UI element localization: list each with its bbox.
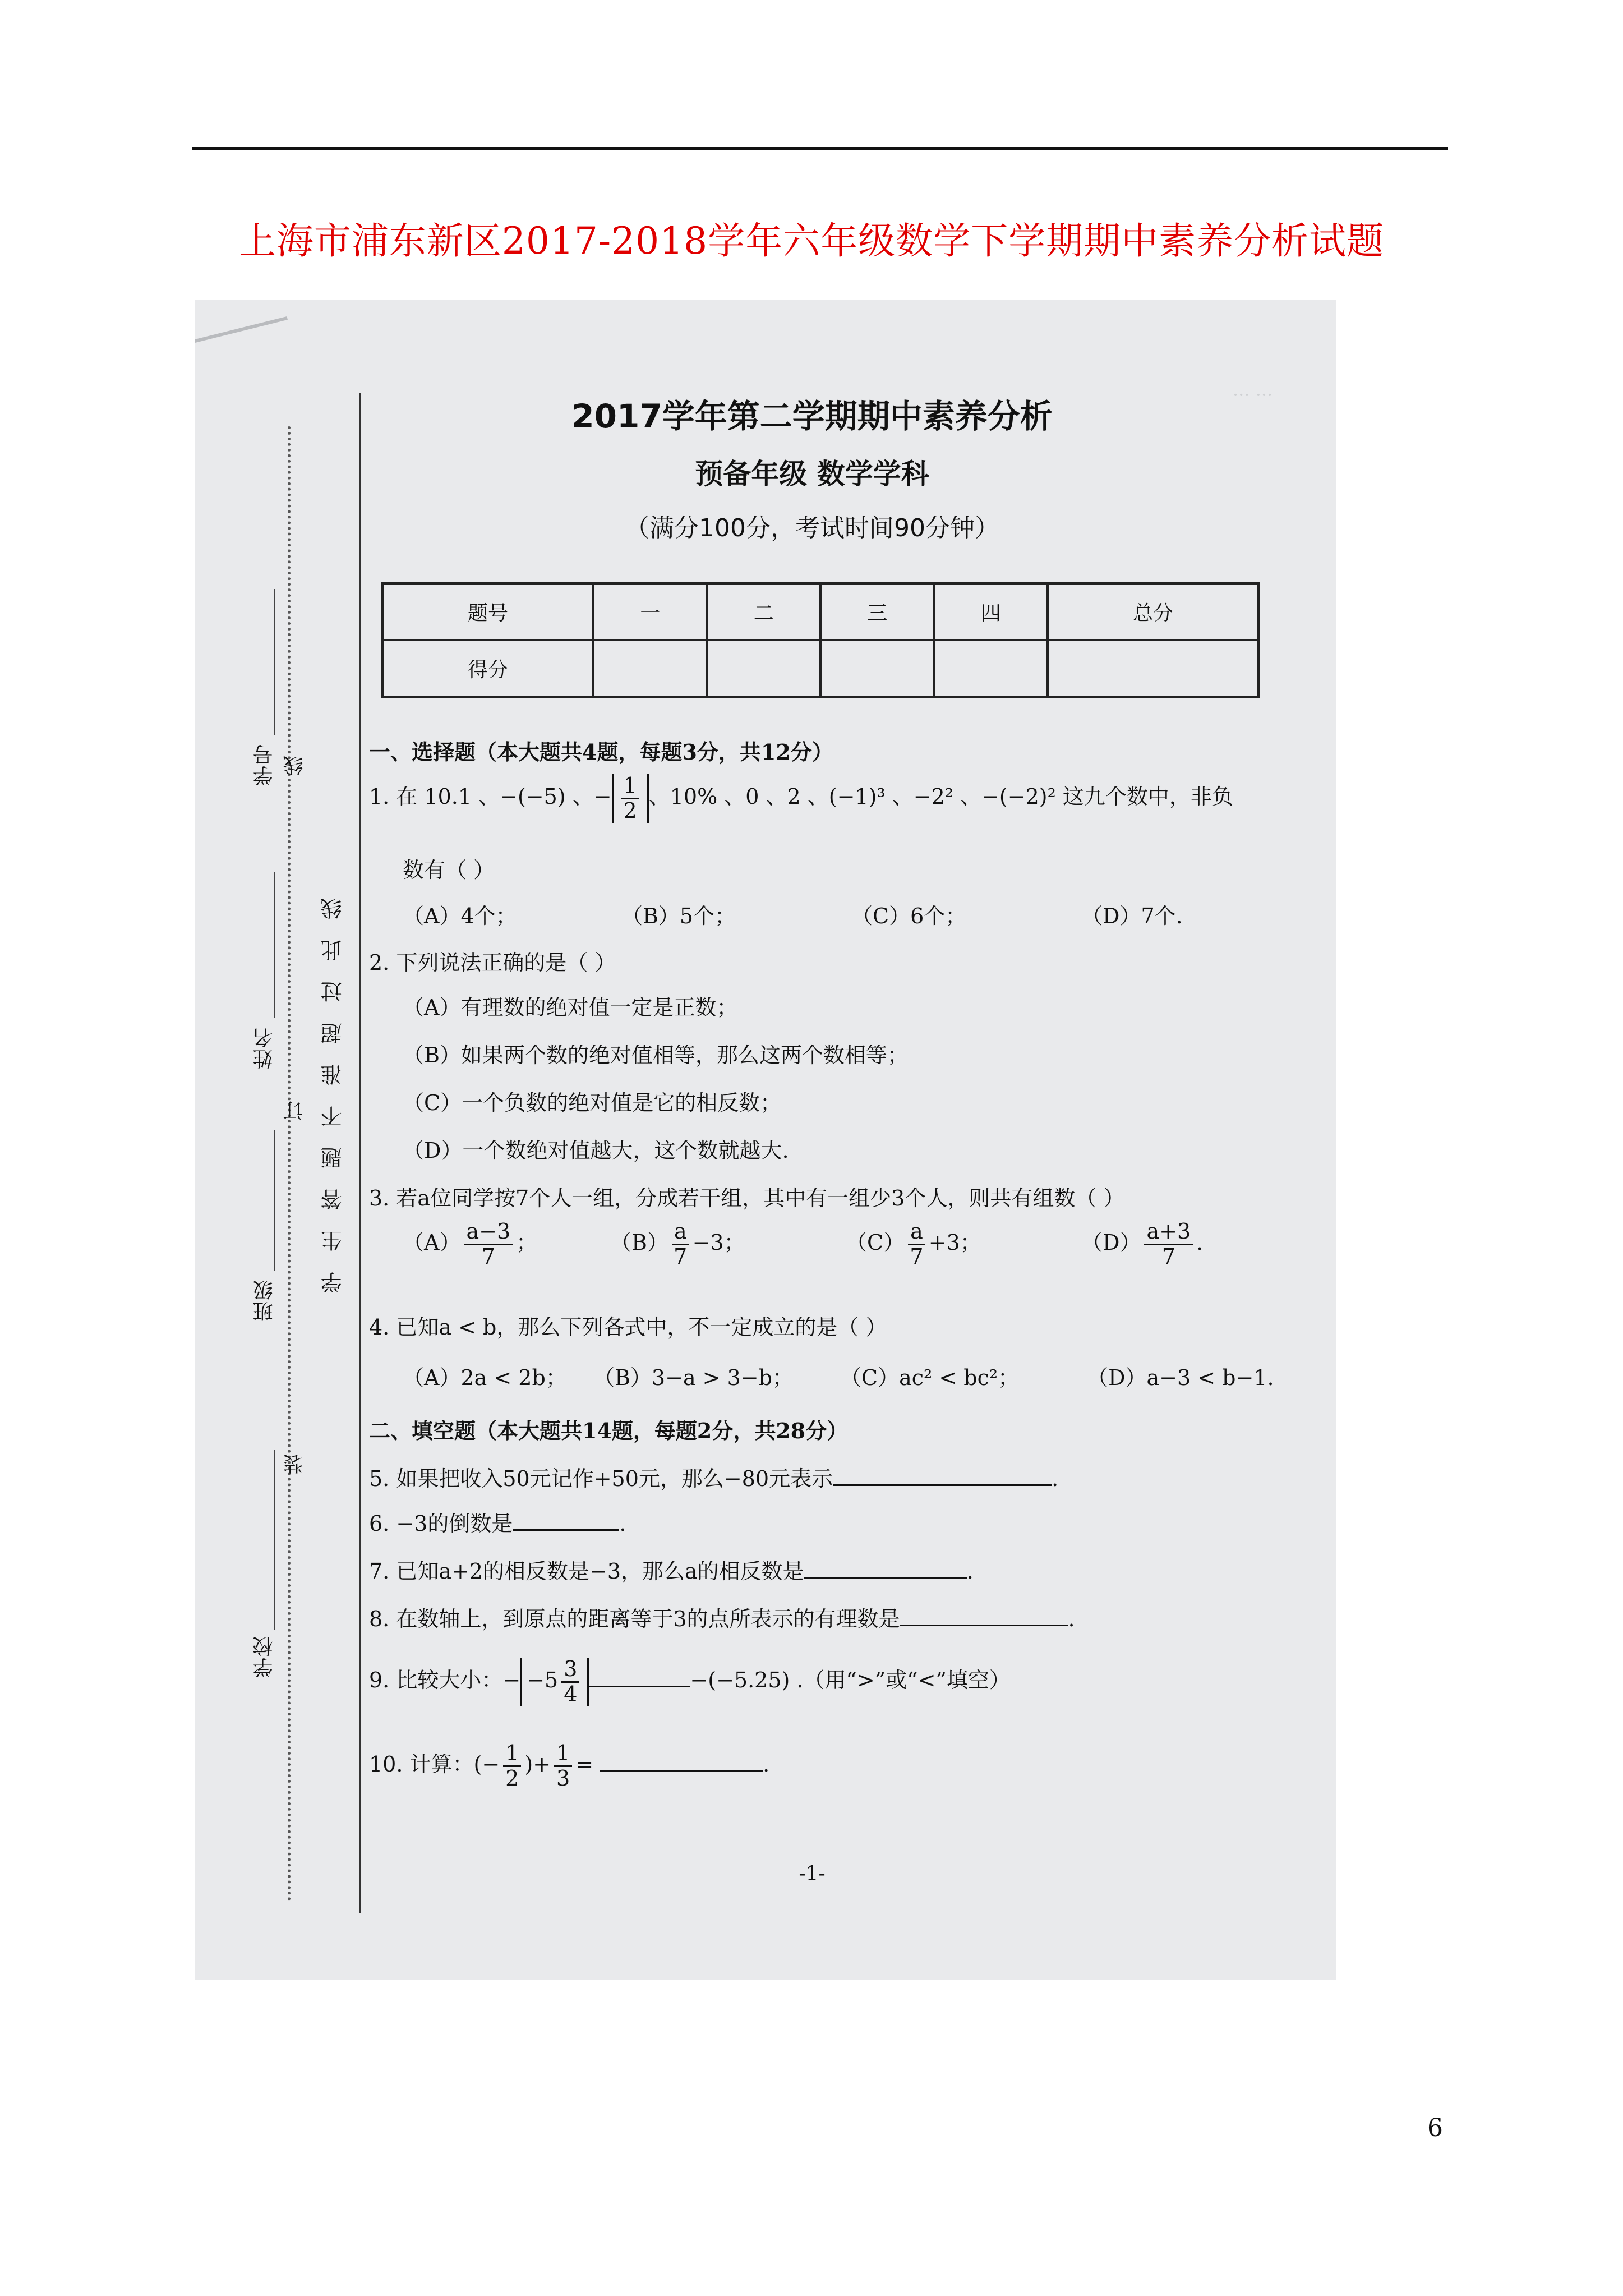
- sheet-subtitle: 预备年级 数学学科: [695, 458, 929, 490]
- name-field: [274, 872, 275, 1018]
- score-cell: [934, 640, 1047, 697]
- question-5: [369, 1461, 1058, 1492]
- q3-c-frac: [908, 1220, 925, 1269]
- q3-b-frac: [672, 1220, 689, 1269]
- q3-b-den: 7: [674, 1244, 688, 1269]
- document-title: 上海市浦东新区2017-2018学年六年级数学下学期期中素养分析试题: [238, 219, 1385, 263]
- q1-stem-c: 数有（ ）: [403, 858, 495, 882]
- question-4: 4. 已知a < b，那么下列各式中，不一定成立的是（ ）: [369, 1315, 887, 1340]
- score-cell: [593, 640, 707, 697]
- q5-blank[interactable]: [833, 1465, 1052, 1486]
- score-cell: [820, 640, 934, 697]
- section-2-heading: 二、填空题（本大题共14题，每题2分，共28分）: [369, 1418, 849, 1443]
- section-1-heading: 一、选择题（本大题共4题，每题3分，共12分）: [369, 739, 833, 765]
- q9-den: 4: [564, 1681, 578, 1706]
- header-rule: [192, 147, 1448, 150]
- q3-d-label: （D）: [1081, 1230, 1141, 1255]
- q6-period: .: [619, 1511, 626, 1536]
- q10-frac-1: [503, 1742, 521, 1791]
- score-cell: 总分: [1048, 583, 1258, 640]
- q5-text: 5. 如果把收入50元记作+50元，那么−80元表示: [369, 1466, 833, 1491]
- q3-c-tail: +3；: [928, 1230, 981, 1255]
- q10-f1-den: 2: [505, 1765, 519, 1791]
- q9-frac: [561, 1658, 579, 1706]
- question-3: 3. 若a位同学按7个人一组，分成若干组，其中有一组少3个人，则共有组数（ ）: [369, 1186, 1125, 1211]
- score-table-row: [382, 640, 1258, 697]
- q1-abs: [612, 774, 649, 823]
- dotted-binding-line: [288, 426, 291, 1902]
- sheet-page-marker: -1-: [799, 1862, 826, 1885]
- q6-blank[interactable]: [513, 1510, 619, 1531]
- q5-period: .: [1052, 1466, 1059, 1491]
- q10-frac-2: [554, 1742, 572, 1791]
- class-field: [274, 1130, 275, 1271]
- q1-option-b: （B）5个；: [621, 904, 736, 928]
- q3-a-label: （A）: [403, 1230, 461, 1255]
- question-9: [369, 1658, 1011, 1706]
- score-cell: 得分: [382, 640, 593, 697]
- q10-f1-num: 1: [503, 1742, 521, 1767]
- binding-rule: [359, 393, 361, 1913]
- question-10: [369, 1742, 769, 1791]
- q2-option-b: （B）如果两个数的绝对值相等，那么这两个数相等；: [403, 1043, 909, 1068]
- q1-stem-a: 1. 在 10.1 、−(−5) 、−: [369, 784, 612, 809]
- score-cell: [1048, 640, 1258, 697]
- score-cell: 四: [934, 583, 1047, 640]
- q10-f2-num: 1: [554, 1742, 572, 1767]
- q3-a-den: 7: [481, 1244, 495, 1269]
- q3-c-den: 7: [910, 1244, 924, 1269]
- student-no-label: 学号: [253, 743, 276, 786]
- sheet-title: 2017学年第二学期期中素养分析: [571, 397, 1053, 435]
- student-no-field: [274, 589, 275, 735]
- zhuang-mark: 装: [283, 1453, 306, 1474]
- q9-lead: 9. 比较大小：−: [369, 1667, 521, 1692]
- q10-mid: )+: [524, 1751, 551, 1777]
- q3-a-num: a−3: [464, 1220, 513, 1245]
- q3-d-frac: [1144, 1220, 1193, 1269]
- q6-text: 6. −3的倒数是: [369, 1511, 513, 1536]
- paper-fold: [195, 300, 288, 343]
- q9-blank[interactable]: [589, 1667, 690, 1687]
- page-number: 6: [1427, 2114, 1443, 2142]
- q4-option-c: （C）ac² < bc²；: [840, 1365, 1020, 1390]
- q3-option-d: [1081, 1220, 1203, 1269]
- q1-frac-den: 2: [623, 798, 637, 823]
- q3-c-num: a: [908, 1220, 925, 1245]
- school-field: [274, 1450, 275, 1630]
- q3-d-num: a+3: [1144, 1220, 1193, 1245]
- q3-option-b: [610, 1220, 745, 1269]
- q3-d-tail: .: [1196, 1230, 1204, 1255]
- q1-option-a: （A）4个；: [403, 904, 517, 928]
- q1-option-c: （C）6个；: [851, 904, 967, 928]
- score-cell: 二: [707, 583, 820, 640]
- ding-mark: 订: [283, 1099, 306, 1121]
- q1-frac-num: 1: [621, 774, 639, 799]
- exam-photo: [195, 300, 1336, 1980]
- q4-option-a: （A）2a < 2b；: [403, 1365, 567, 1390]
- q9-whole: −5: [527, 1667, 559, 1692]
- bleed-through: ··· ···: [1233, 384, 1273, 406]
- q8-text: 8. 在数轴上，到原点的距离等于3的点所表示的有理数是: [369, 1607, 900, 1631]
- score-cell: 题号: [382, 583, 593, 640]
- q1-option-d: （D）7个.: [1081, 904, 1183, 928]
- q3-c-label: （C）: [846, 1230, 905, 1255]
- q8-blank[interactable]: [900, 1605, 1068, 1626]
- q3-option-a: [403, 1220, 537, 1269]
- q3-a-tail: ；: [516, 1230, 538, 1255]
- question-7: [369, 1554, 974, 1585]
- school-label: 学校: [253, 1635, 276, 1678]
- q3-d-den: 7: [1161, 1244, 1175, 1269]
- q10-equals: =: [575, 1751, 594, 1777]
- q2-option-a: （A）有理数的绝对值一定是正数；: [403, 995, 738, 1020]
- q3-b-tail: −3；: [692, 1230, 745, 1255]
- q7-text: 7. 已知a+2的相反数是−3，那么a的相反数是: [369, 1559, 804, 1584]
- question-2: 2. 下列说法正确的是（ ）: [369, 950, 616, 975]
- q7-blank[interactable]: [804, 1558, 967, 1579]
- q3-b-label: （B）: [610, 1230, 668, 1255]
- question-1: [369, 774, 1233, 823]
- question-6: [369, 1506, 626, 1537]
- q1-fraction: [621, 774, 639, 823]
- binding-warning: 学生答题不准超过此线: [321, 878, 345, 1293]
- score-cell: 三: [820, 583, 934, 640]
- q10-period: .: [763, 1751, 770, 1777]
- sheet-note: （满分100分，考试时间90分钟）: [625, 514, 999, 542]
- q2-option-c: （C）一个负数的绝对值是它的相反数；: [403, 1091, 782, 1115]
- q9-abs: [520, 1658, 589, 1706]
- q2-option-d: （D）一个数绝对值越大，这个数就越大.: [403, 1138, 789, 1163]
- xian-mark: 线: [283, 754, 306, 776]
- name-label: 姓名: [253, 1027, 276, 1069]
- score-table: [381, 582, 1260, 698]
- score-cell: 一: [593, 583, 707, 640]
- q3-a-frac: [464, 1220, 513, 1269]
- q3-option-c: [846, 1220, 981, 1269]
- q8-period: .: [1068, 1607, 1075, 1631]
- q3-b-num: a: [672, 1220, 689, 1245]
- q10-lead: 10. 计算：(−: [369, 1751, 500, 1777]
- score-table-row: [382, 583, 1258, 640]
- q10-f2-den: 3: [556, 1765, 570, 1791]
- score-cell: [707, 640, 820, 697]
- q1-stem-b: 、10% 、0 、2 、(−1)³ 、−2² 、−(−2)² 这九个数中，非负: [648, 784, 1233, 809]
- question-8: [369, 1602, 1075, 1632]
- class-label: 班级: [253, 1279, 276, 1322]
- q4-option-b: （B）3−a > 3−b；: [593, 1365, 794, 1390]
- q7-period: .: [966, 1559, 974, 1584]
- q10-blank[interactable]: [600, 1751, 763, 1772]
- q4-option-d: （D）a−3 < b−1.: [1087, 1365, 1274, 1390]
- q9-tail: −(−5.25) .（用“>”或“<”填空）: [690, 1667, 1011, 1692]
- q9-num: 3: [561, 1658, 579, 1683]
